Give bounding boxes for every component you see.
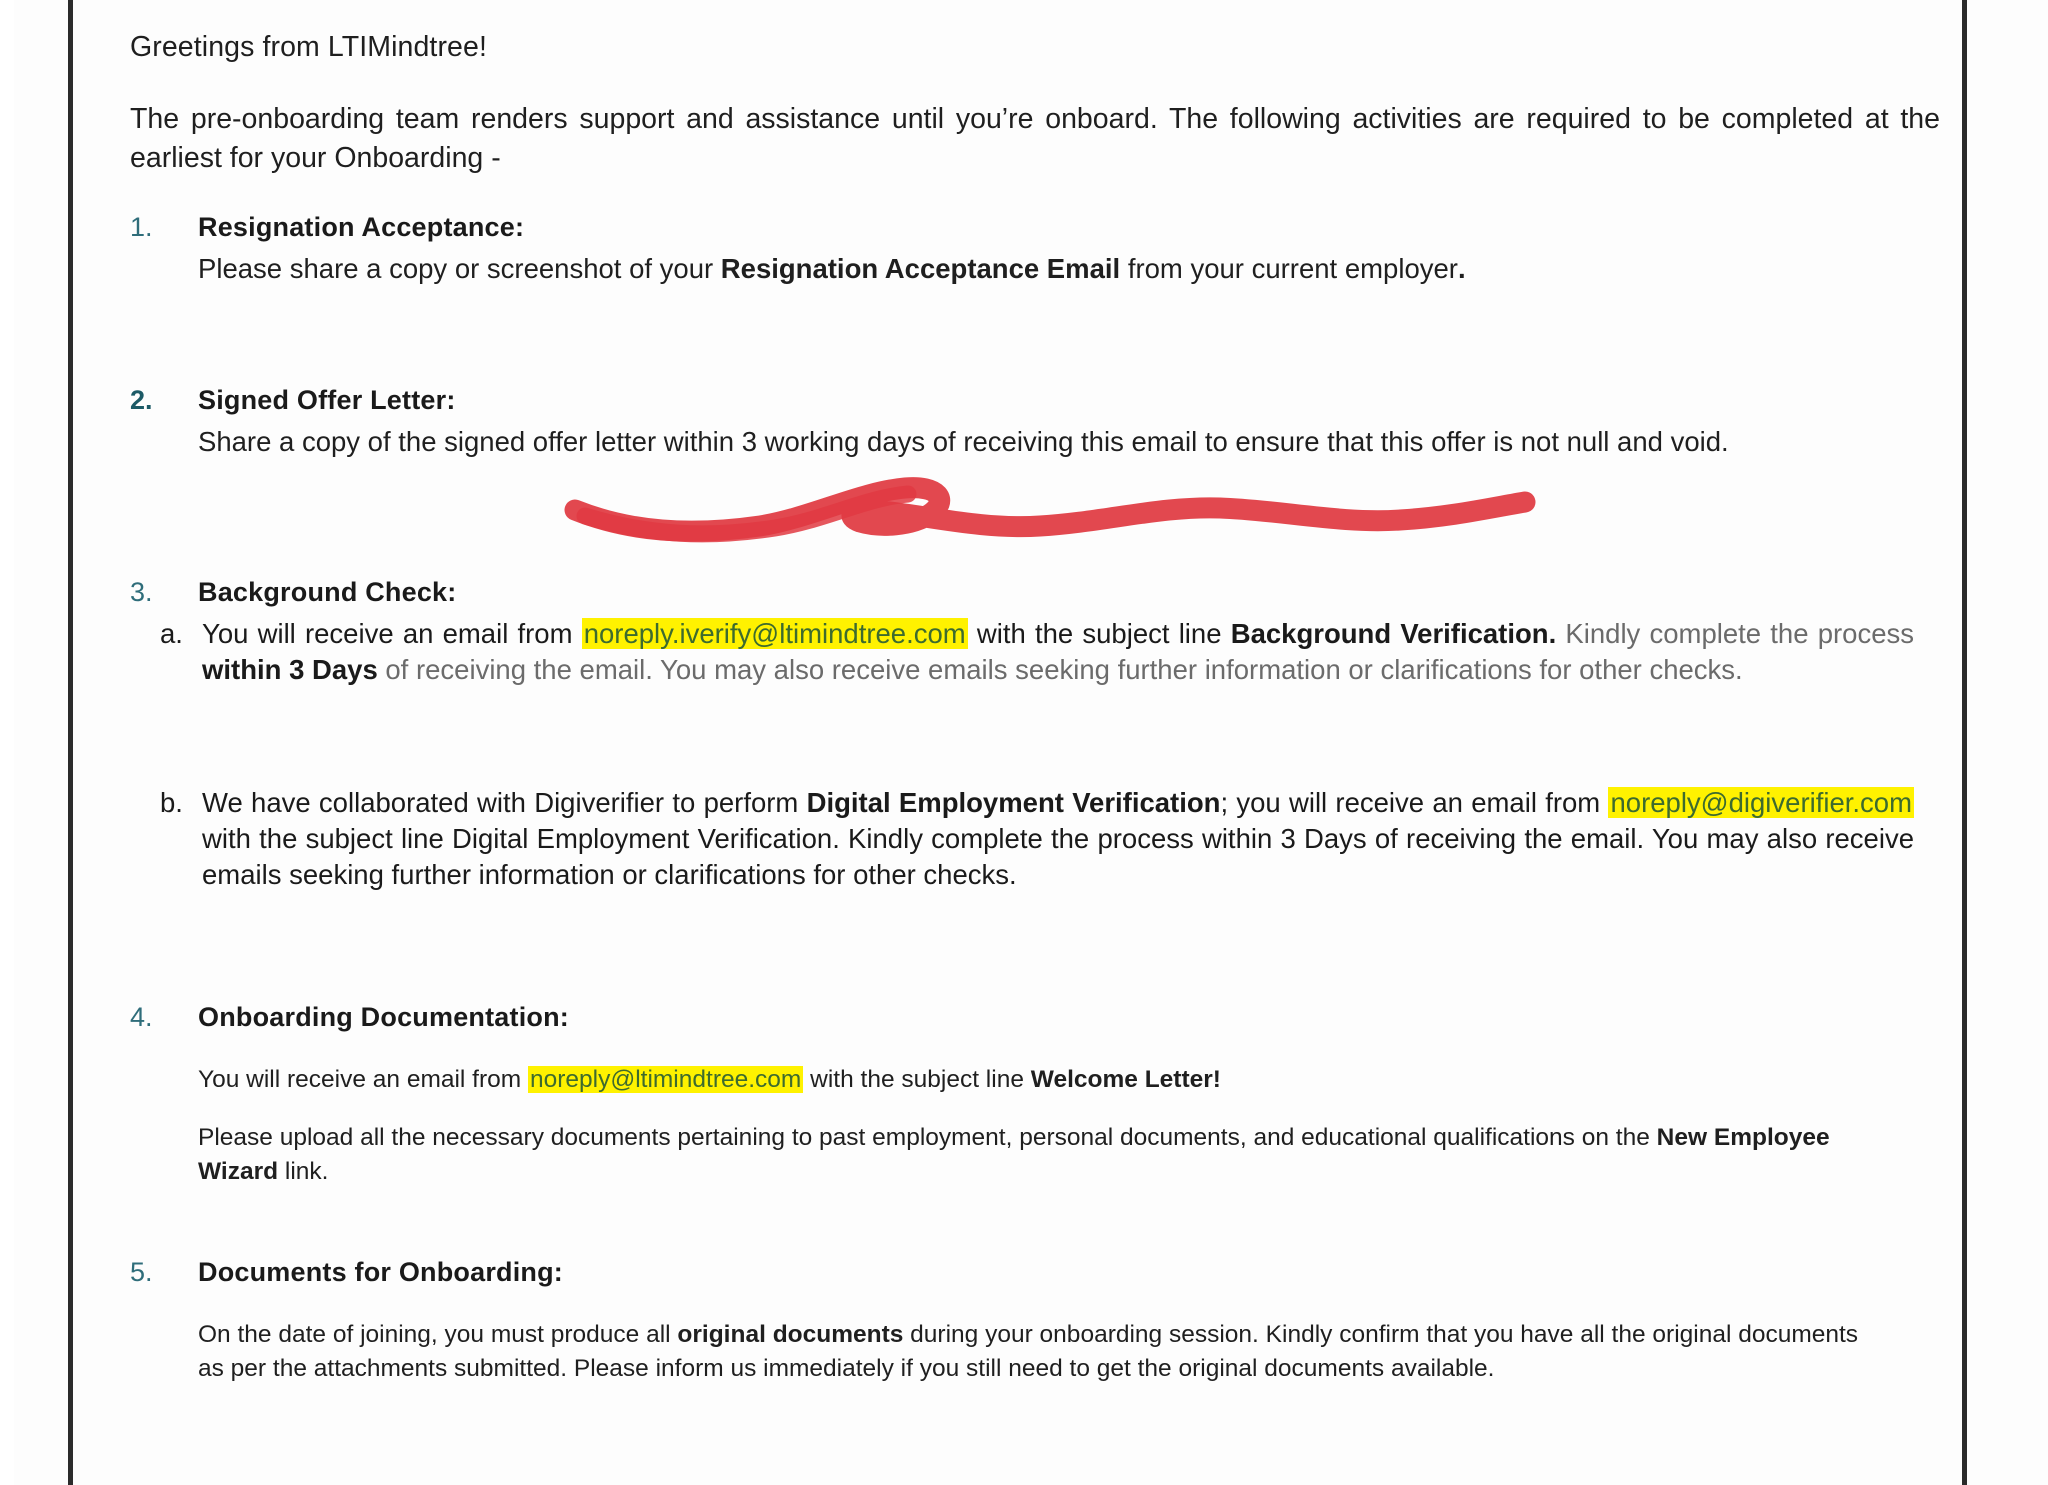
- text-fragment: .: [1457, 253, 1466, 285]
- item-title: Background Check:: [198, 577, 457, 607]
- highlight-email-digiverifier: [1608, 787, 1914, 818]
- item-number: 3.: [130, 577, 153, 607]
- sub-list: [130, 616, 1920, 893]
- text-fragment: Kindly complete the process: [1556, 618, 1914, 650]
- item-title: Resignation Acceptance:: [198, 212, 525, 242]
- list-item-signed-offer-letter: [130, 383, 1920, 460]
- item-heading: [130, 1255, 1920, 1290]
- text-fragment: with the subject line: [803, 1066, 1031, 1094]
- text-fragment: with the subject line Digital Employment Verification. Kindly complete the process within 3 Days of receiving the email. You may also receive emails seeking further information or clarifications for other checks.: [202, 822, 1914, 891]
- text-fragment: On the date of joining, you must produce all: [198, 1321, 678, 1349]
- item-body-paragraph-2: [130, 1121, 1888, 1189]
- item-number: 1.: [130, 212, 153, 242]
- text-fragment: We have collaborated with Digiverifier to perform: [202, 786, 807, 818]
- sub-item-iverify: [156, 616, 1914, 689]
- text-fragment: with the subject line: [967, 618, 1231, 650]
- item-title: Signed Offer Letter:: [198, 385, 456, 415]
- item-heading: [130, 575, 1920, 610]
- text-fragment: You will receive an email from: [202, 618, 582, 650]
- document-content: [130, 0, 1950, 1485]
- page-border-left: [68, 0, 73, 1485]
- bold-fragment: Digital Employment Verification: [806, 786, 1221, 818]
- item-body-paragraph-1: [130, 1318, 1888, 1386]
- email-link[interactable]: noreply.iverify@ltimindtree.com: [583, 618, 966, 650]
- bold-fragment: original documents: [677, 1321, 904, 1349]
- item-heading: [130, 383, 1920, 418]
- email-link[interactable]: noreply@ltimindtree.com: [529, 1066, 802, 1094]
- item-body-paragraph-1: [130, 1063, 1898, 1097]
- text-fragment: Please upload all the necessary documents pertaining to past employment, personal documents, and educational qualifications on the: [198, 1123, 1657, 1151]
- bold-fragment: New Employee Wizard: [198, 1123, 1830, 1185]
- item-heading: [130, 210, 1920, 245]
- item-heading: [130, 1000, 1920, 1035]
- sub-item-marker: a.: [160, 618, 183, 650]
- list-item-onboarding-documentation: [130, 1000, 1920, 1188]
- text-fragment: Please share a copy or screenshot of your: [198, 253, 721, 285]
- item-number: 4.: [130, 1002, 153, 1032]
- bold-fragment: Background Verification.: [1230, 618, 1557, 650]
- email-link[interactable]: noreply@digiverifier.com: [1610, 786, 1912, 818]
- bold-fragment: Welcome Letter!: [1030, 1066, 1221, 1094]
- highlight-email-iverify: [582, 618, 968, 649]
- sub-item-digiverifier: [156, 785, 1914, 894]
- item-number: 2.: [130, 385, 153, 415]
- list-item-documents-for-onboarding: [130, 1255, 1920, 1386]
- list-item-resignation-acceptance: [130, 210, 1920, 287]
- text-fragment: from your current employer: [1120, 253, 1458, 285]
- highlight-email-ltimindtree: [528, 1066, 803, 1093]
- item-body: [130, 251, 1920, 287]
- text-fragment: link.: [278, 1157, 329, 1185]
- bold-fragment: Resignation Acceptance Email: [720, 253, 1121, 285]
- item-number: 5.: [130, 1257, 153, 1287]
- intro-paragraph: The pre-onboarding team renders support and assistance until you’re onboard. The following activities are required to be completed at the earliest for your Onboarding -: [130, 103, 1940, 174]
- item-title: Documents for Onboarding:: [198, 1257, 563, 1287]
- page-border-right: [1962, 0, 1967, 1485]
- sub-item-marker: b.: [160, 786, 183, 818]
- greeting-line: Greetings from LTIMindtree!: [130, 31, 487, 63]
- item-title: Onboarding Documentation:: [198, 1002, 569, 1032]
- text-fragment: during your onboarding session. Kindly confirm that you have all the original documents as per the attachments submitted. Please inform us immediately if you still need to get the original documents available.: [198, 1321, 1859, 1382]
- page-left-margin: [0, 0, 14, 1485]
- bold-fragment: within 3 Days: [202, 654, 378, 686]
- text-fragment: ; you will receive an email from: [1220, 786, 1609, 818]
- text-fragment: of receiving the email. You may also receive emails seeking further information or clarifications for other checks.: [377, 654, 1743, 686]
- text-fragment: You will receive an email from: [198, 1066, 528, 1094]
- item-body: Share a copy of the signed offer letter within 3 working days of receiving this email to ensure that this offer is not null and void.: [198, 426, 1729, 458]
- list-item-background-check: [130, 575, 1920, 894]
